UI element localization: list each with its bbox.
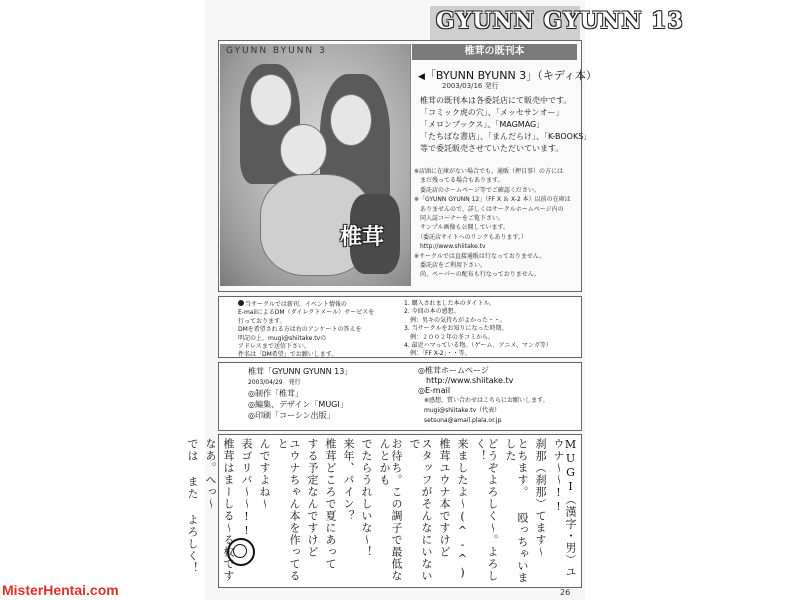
note-line: 委託店のホームページ等でご確認ください。	[414, 186, 540, 194]
note-line: 委託店をご利用下さい。	[414, 262, 487, 270]
dm-line	[238, 300, 403, 309]
illustration-logo: 椎茸	[340, 225, 385, 250]
illustration-figure-right-face	[330, 94, 372, 146]
credit-line: ◎制作「椎茸」	[248, 389, 303, 398]
credit-line: mugi@shiitake.tv（代表）	[418, 407, 501, 414]
question-line: 例：「FF X-2」・・等。	[404, 350, 471, 358]
back-number-text	[420, 95, 592, 155]
credit-line: setsuna@amail.plala.or.jp	[418, 417, 502, 424]
note-line: （委託店サイトへのリンクもあります。）	[414, 233, 527, 241]
dm-line: E-mailによるDM（ダイレクトメール）サービスを	[238, 309, 375, 317]
note-line: ※サークルでは直接通販は行なっておりません。	[414, 252, 546, 260]
back-number-notes	[414, 167, 579, 280]
credit-line: ◎編集、デザイン「MUGI」	[248, 400, 348, 409]
note-line: 同人誌コーナーをご覧下さい。	[414, 215, 505, 223]
dm-service-text	[238, 300, 403, 360]
page-number: 26	[560, 588, 571, 597]
handwritten-column: 表ゴリパ～～!!	[240, 438, 253, 538]
dm-line-text: 当サークルでは新刊、イベント情報の	[245, 301, 347, 308]
illustration-figure-center-face	[280, 124, 327, 176]
handwritten-column: なあ。へっ～	[204, 438, 217, 510]
handwritten-column: 椎茸はまーしる～る枚です	[222, 438, 235, 582]
dm-line: アドレスまで送信下さい。	[238, 343, 310, 351]
handwritten-column: スタッフがそんなにいないで	[408, 438, 433, 582]
back-number-line: 等で委託販売させていただいています。	[420, 144, 564, 153]
question-line: 1. 購入されました本のタイトル。	[404, 300, 496, 307]
dm-line: 件名は「DM希望」でお願いします。	[238, 351, 338, 359]
credit-line: ◎印刷「コーシン出版」	[248, 411, 335, 420]
questionnaire-text	[404, 300, 576, 359]
note-line: ※「GYUNN GYUNN 12」（FF X ＆ X-2 本）以前の在庫は	[414, 196, 571, 204]
note-line: ありませんので、詳しくはサークルホームページ内の	[414, 205, 564, 213]
handwritten-column: お待ち。この調子で最低なんとかも	[378, 438, 403, 582]
credit-line: 2003/04/29 発行	[248, 379, 301, 386]
question-line: 4. 最近ハマっている物。（ゲーム、アニメ、マンガ等）	[404, 342, 552, 350]
note-line: サンプル画像も公開しています。	[414, 224, 509, 232]
handwritten-column: では また よろしく！	[186, 438, 199, 574]
credit-line: ◎E-mail	[418, 386, 451, 395]
credit-line: ◎椎茸ホームページ	[418, 366, 489, 375]
handwritten-column: 来年、パイン？	[342, 438, 355, 522]
afterword-handwriting	[186, 438, 577, 584]
credits-left	[248, 366, 352, 421]
credit-line: ※感想、質い合わせはこちらにお願いします。	[418, 397, 549, 404]
back-number-title-text: 「BYUNN BYUNN 3」（キディ本）	[424, 69, 597, 82]
arrow-left-icon: ◀	[418, 72, 425, 82]
back-number-header: 椎茸の既刊本	[412, 44, 577, 60]
handwritten-column: でたらうれしいな～！	[360, 438, 373, 558]
note-line: ※店頭に在庫がない場合でも、通販（押目事）の方には	[414, 168, 564, 175]
illustration-figure-left-face	[250, 74, 292, 126]
doodle-eye-icon	[233, 544, 247, 558]
question-line: 例：２００２年の冬コミから。	[404, 333, 495, 341]
question-line: 2. 今回の本の感想。	[404, 308, 460, 316]
back-number-line: 「たちばな書店」、「まんだらけ」、「K-BOOKS」	[420, 132, 592, 141]
back-number-date: 2003/03/16 発行	[442, 82, 499, 90]
handwritten-column: どうぞよろしく～。よろしく！	[474, 438, 499, 582]
back-number-line: 「メロンブックス」、「MAGMAG」	[420, 120, 545, 129]
handwritten-column: ユウナちゃん本を作ってると	[276, 438, 301, 582]
site-watermark: MisterHentai.com	[2, 582, 119, 598]
back-number-line: 椎茸の既刊本は各委託店にて販売中です。	[420, 96, 572, 105]
handwritten-column: んですよね～	[258, 438, 271, 510]
bullet-icon	[238, 300, 244, 306]
note-line: http://www.shiitake.tv	[414, 243, 486, 251]
credit-line: http://www.shiitake.tv	[418, 376, 514, 385]
dm-line: 行っております。	[238, 317, 286, 325]
handwritten-column: MUGI（漢字・男）ユウナ～～!!	[552, 438, 577, 578]
header-logo: GYUNN GYUNN 13	[436, 8, 684, 34]
handwritten-column: 来ましたよ～(^-^)	[456, 438, 469, 580]
question-line: 3. 当サークルをお知りになった時期。	[404, 325, 508, 333]
handwritten-column: 椎茸ユウナ本ですけど	[438, 438, 451, 558]
credit-line: 椎茸「GYUNN GYUNN 13」	[248, 367, 353, 376]
dm-line: DMを希望される方は右のアンケートの答えを	[238, 326, 362, 334]
handwritten-column: 刹那（刹那）てます～	[534, 438, 547, 558]
credits-right	[418, 366, 549, 426]
handwritten-column: 椎茸どころで夏にあって	[324, 438, 337, 570]
handwritten-column: する予定なんですけど	[306, 438, 319, 558]
back-number-line: 「コミック虎の穴」、「メッセサンオー」	[420, 108, 564, 117]
illustration-title: GYUNN BYUNN 3	[226, 46, 327, 56]
note-line: まだ残ってる場合もあります。	[414, 177, 504, 185]
note-line: 尚、ペーパーの配布も行なっておりません。	[414, 271, 541, 279]
question-line: 例：男キの気持ちがよかった・・。	[404, 316, 507, 324]
handwritten-column: とちます。 殴っちゃいました	[504, 438, 529, 584]
dm-line: 明記の上、mugi@shiitake.tvの	[238, 334, 327, 342]
